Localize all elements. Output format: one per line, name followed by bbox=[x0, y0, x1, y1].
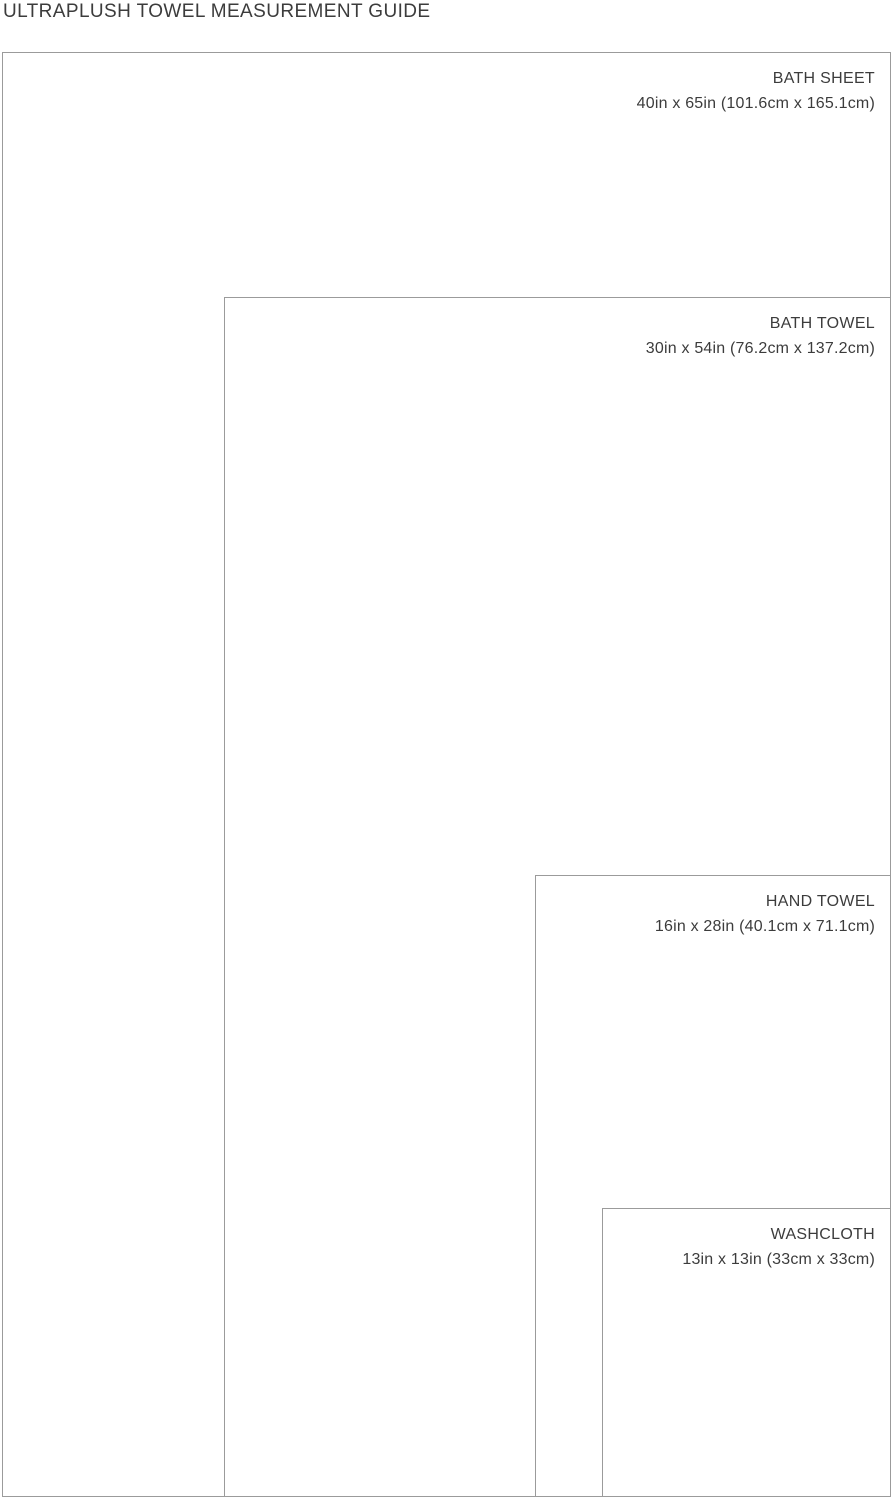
washcloth-rect bbox=[602, 1208, 891, 1497]
bath-towel-label bbox=[646, 312, 875, 360]
bath-sheet-name: BATH SHEET bbox=[772, 70, 875, 87]
hand-towel-dimensions: 16in x 28in (40.1cm x 71.1cm) bbox=[654, 918, 875, 936]
page-title: ULTRAPLUSH TOWEL MEASUREMENT GUIDE bbox=[3, 1, 431, 22]
hand-towel-label bbox=[655, 890, 875, 938]
hand-towel-name: HAND TOWEL bbox=[765, 893, 875, 910]
bath-sheet-label bbox=[637, 67, 875, 115]
washcloth-dimensions: 13in x 13in (33cm x 33cm) bbox=[682, 1251, 875, 1269]
washcloth-label bbox=[682, 1223, 875, 1271]
washcloth-name: WASHCLOTH bbox=[770, 1226, 875, 1243]
bath-towel-dimensions: 30in x 54in (76.2cm x 137.2cm) bbox=[645, 340, 875, 358]
bath-towel-name: BATH TOWEL bbox=[769, 315, 875, 332]
bath-sheet-dimensions: 40in x 65in (101.6cm x 165.1cm) bbox=[636, 95, 875, 113]
